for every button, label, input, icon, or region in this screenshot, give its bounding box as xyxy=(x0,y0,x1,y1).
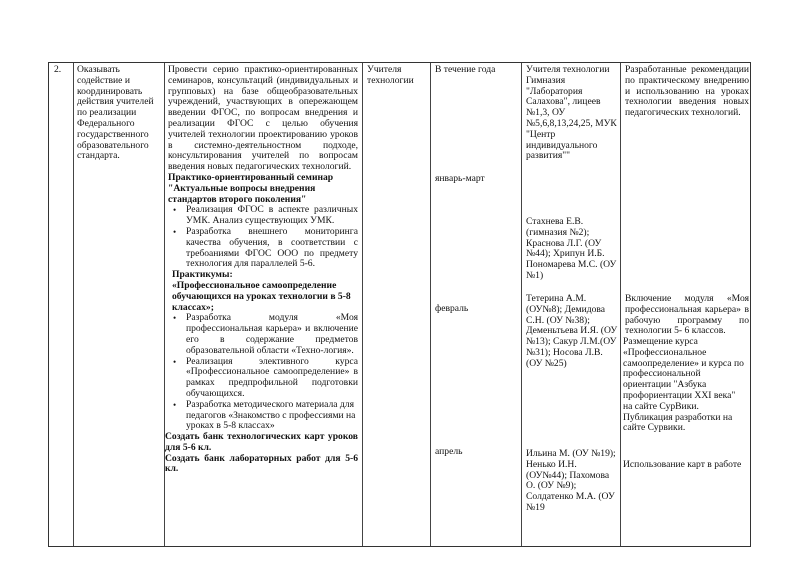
responsible-main: Учителя технологии Гимназия "Лаборатория Салахова", лицеев №1,3, ОУ №5,6,8,13,24,25, МУК "Центр индивидуального развития"" xyxy=(526,64,617,162)
seminar-list xyxy=(168,205,358,270)
result-workshop-b: Размещение курса «Профессиональное самоопределение» и курса по профессиональной ориентации "Азбука профориентации XXI века" на сайте СурВики. Публикация разработки на сайте Сурвики. xyxy=(623,336,744,434)
result-workshop-a: Включение модуля «Моя профессиональная карьера» в рабочую программу по технологии 5- 6 классов. xyxy=(625,293,749,337)
column-divider xyxy=(430,63,431,546)
task-labs: Создать банк лабораторных работ для 5-6 кл. xyxy=(165,452,358,475)
task-cards: Создать банк технологических карт уроков для 5-6 кл. xyxy=(165,431,358,453)
list-item: • Разработка внешнего мониторинга качества обучения, в соответствии с требоаниями ФГОС ООО по предмету технология для параллелей 5-6. xyxy=(186,227,358,270)
seminar-title: Практико-ориентированный семинар "Актуальные вопросы внедрения стандартов второго поколения" xyxy=(168,171,334,205)
activities-cell xyxy=(165,64,358,475)
plan-table xyxy=(48,62,751,547)
timing-feb: февраль xyxy=(435,303,469,314)
responsible-seminar: Стахнева Е.В. (гимназия №2); Краснова Л.Г. (ОУ №44); Хрипун И.Б. Пономарева М.С. (ОУ №1) xyxy=(526,216,617,281)
column-divider xyxy=(362,63,363,546)
result-cards: Использование карт в работе xyxy=(623,459,742,470)
list-item: • Реализация элективного курса «Профессиональное самоопределение» в рамках предпрофильной подготовки обучающихся. xyxy=(186,357,358,400)
task-cell: Оказывать содействие и координировать действия учителей по реализации Федерального государственного образовательного стандарта. xyxy=(77,64,154,162)
workshops-label: Практикумы: xyxy=(172,269,233,281)
column-divider xyxy=(73,63,74,546)
workshop-title: «Профессиональное самоопределение обучающихся на уроках технологии в 5-8 классах»; xyxy=(172,279,351,313)
timing-apr: апрель xyxy=(435,446,463,457)
result-main: Разработанные рекомендации по практическому внедрению и использованию на уроках технологии введения новых педагогических технологий. xyxy=(625,64,749,119)
workshop-list xyxy=(168,313,358,432)
responsible-cards: Ильина М. (ОУ №19); Ненько И.Н. (ОУ№44); Пахомова О. (ОУ №9); Солдатенко М.А. (ОУ №19 xyxy=(526,448,616,513)
timing-year: В течение года xyxy=(435,64,496,75)
list-item: • Разработка методического материала для педагогов «Знакомство с профессиями на уроках в 5-8 классах» xyxy=(186,400,358,432)
responsible-workshop: Тетерина А.М. (ОУ№8); Демидова С.Н. (ОУ №38); Деменьтьева И.Я. (ОУ №13); Сакур Л.М.(ОУ №31); Носова Л.В. (ОУ №25) xyxy=(526,293,618,369)
list-item: • Реализация ФГОС в аспекте различных УМК. Анализ существующих УМК. xyxy=(186,205,358,227)
timing-jan-mar: январь-март xyxy=(435,173,485,184)
column-divider xyxy=(620,63,621,546)
list-item: • Разработка модуля «Моя профессиональная карьера» и включение его в содержание предметов образовательной области «Техно-логия». xyxy=(186,313,358,356)
participants-cell: Учителя технологии xyxy=(367,64,414,86)
row-number: 2. xyxy=(54,64,62,75)
column-divider xyxy=(521,63,522,546)
activities-intro: Провести серию практико-ориентированных семинаров, консультаций (индивидуальных и групповых) на базе общеобразовательных учреждений, участвующих в опережающем введении ФГОС, по вопросам внедрения и реализации ФГОС с целью обучения учителей технологии проектированию уроков в системно-деятельностном подходе, консультирования учителей по вопросам введения новых педагогических технологий. xyxy=(168,64,358,173)
